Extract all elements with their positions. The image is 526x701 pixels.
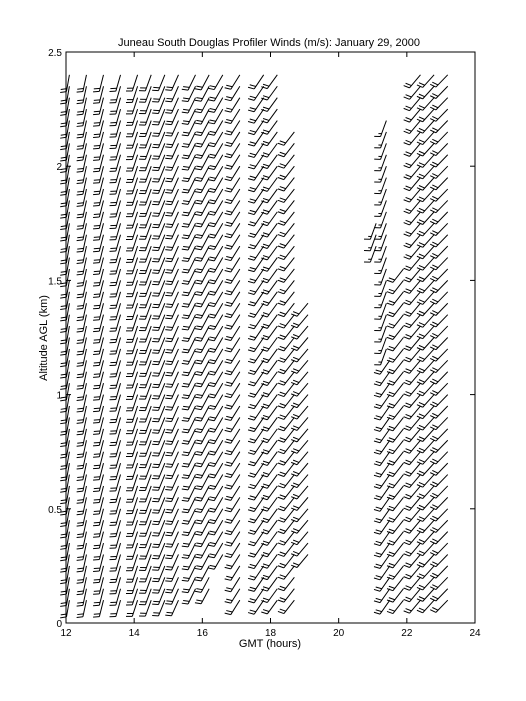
x-tick-label: 12 [60, 628, 72, 639]
x-tick-label: 20 [333, 628, 345, 639]
x-tick-label: 24 [469, 628, 481, 639]
x-tick-label: 18 [264, 628, 277, 639]
y-tick-label: 1.5 [48, 276, 62, 288]
x-axis-label: GMT (hours) [238, 638, 302, 650]
y-tick-label: 0.5 [48, 504, 62, 516]
plot-area [66, 52, 475, 623]
y-tick-label: 2 [56, 162, 62, 174]
x-tick-label: 16 [196, 628, 208, 639]
y-tick-label: 2.5 [48, 48, 62, 59]
y-tick-label: 1 [56, 390, 62, 402]
x-tick-label: 14 [128, 628, 140, 639]
y-tick-label: 0 [56, 619, 62, 630]
y-axis-label: Altitude AGL (km) [38, 295, 50, 381]
chart-title: Juneau South Douglas Profiler Winds (m/s): January 29, 2000 [117, 37, 421, 49]
x-tick-label: 22 [401, 628, 413, 639]
